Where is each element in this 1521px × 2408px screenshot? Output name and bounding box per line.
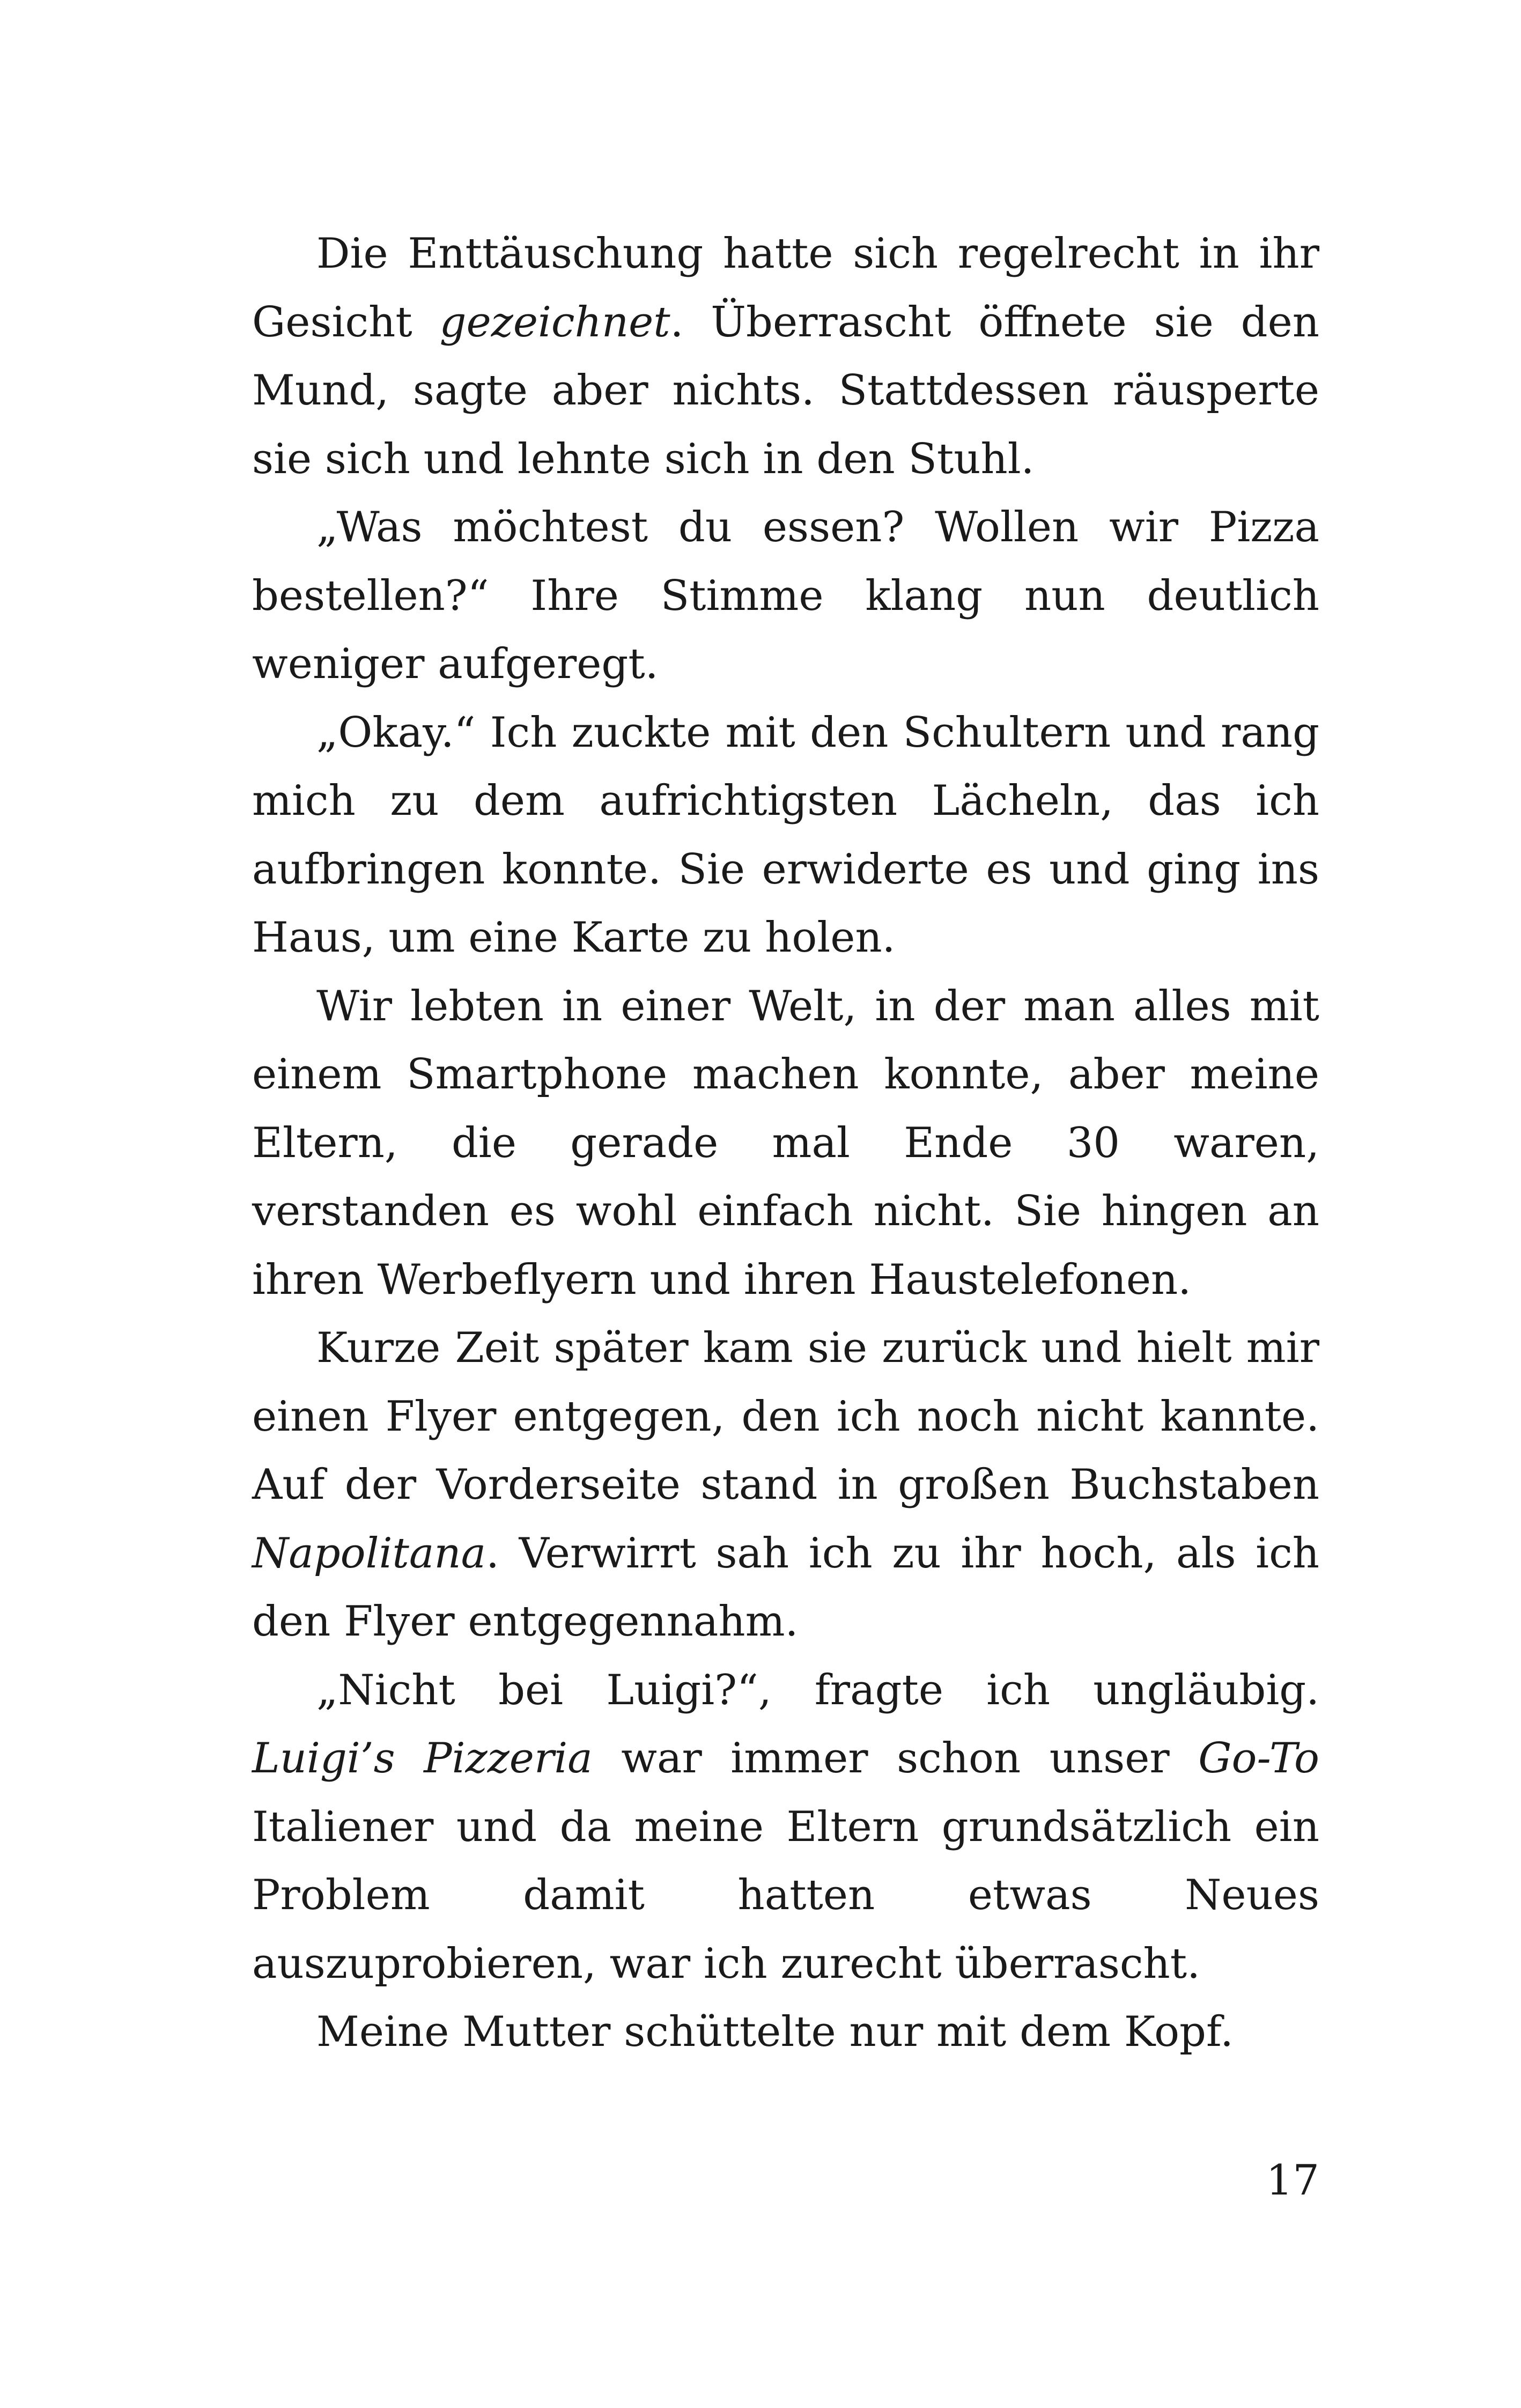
paragraph-6-text-e: Italiener und da meine Eltern grundsätzlich ein Problem damit hatten etwas Neues auszuprobieren, war ich zurecht überrascht. [252,1802,1319,1988]
paragraph-6-italic-d: Go-To [1198,1734,1319,1783]
paragraph-6-italic-b: Luigi’s Pizzeria [252,1734,593,1783]
paragraph-5-italic: Napolitana [252,1529,486,1578]
paragraph-5-text-a: Kurze Zeit später kam sie zurück und hielt mir einen Flyer entgegen, den ich noch nicht kannte. Auf der Vorderseite stand in großen Buchstaben [252,1324,1319,1509]
paragraph-2: „Was möchtest du essen? Wollen wir Pizza bestellen?“ Ihre Stimme klang nun deutlich weniger aufgeregt. [252,503,1319,688]
paragraph-5-text-c: . Verwirrt sah ich zu ihr hoch, als ich den Flyer entgegennahm. [252,1529,1319,1646]
paragraph-6 [252,1656,1319,1999]
paragraph-6-text-a: „Nicht bei Luigi?“, fragte ich ungläubig. [316,1666,1319,1714]
page-number: 17 [1266,2156,1319,2205]
paragraph-1 [252,220,1319,494]
paragraph-1-text-a: Die Enttäuschung hatte sich regelrecht in ihr Gesicht [252,230,1319,347]
paragraph-1-text-c: . Überrascht öffnete sie den Mund, sagte aber nichts. Stattdessen räusperte sie sich und lehnte sich in den Stuhl. [252,298,1319,483]
paragraph-7: Meine Mutter schüttelte nur mit dem Kopf. [316,2008,1234,2056]
body-text [252,220,1319,2067]
paragraph-1-italic: gezeichnet [439,298,670,347]
paragraph-5 [252,1314,1319,1656]
paragraph-6-text-c: war immer schon unser [592,1734,1199,1783]
paragraph-3: „Okay.“ Ich zuckte mit den Schultern und rang mich zu dem aufrichtigsten Lächeln, das ich aufbringen konnte. Sie erwiderte es und ging ins Haus, um eine Karte zu holen. [252,708,1319,962]
paragraph-4: Wir lebten in einer Welt, in der man alles mit einem Smartphone machen konnte, aber meine Eltern, die gerade mal Ende 30 waren, verstanden es wohl einfach nicht. Sie hingen an ihren Werbeflyern und ihren Haustelefonen. [252,982,1319,1304]
